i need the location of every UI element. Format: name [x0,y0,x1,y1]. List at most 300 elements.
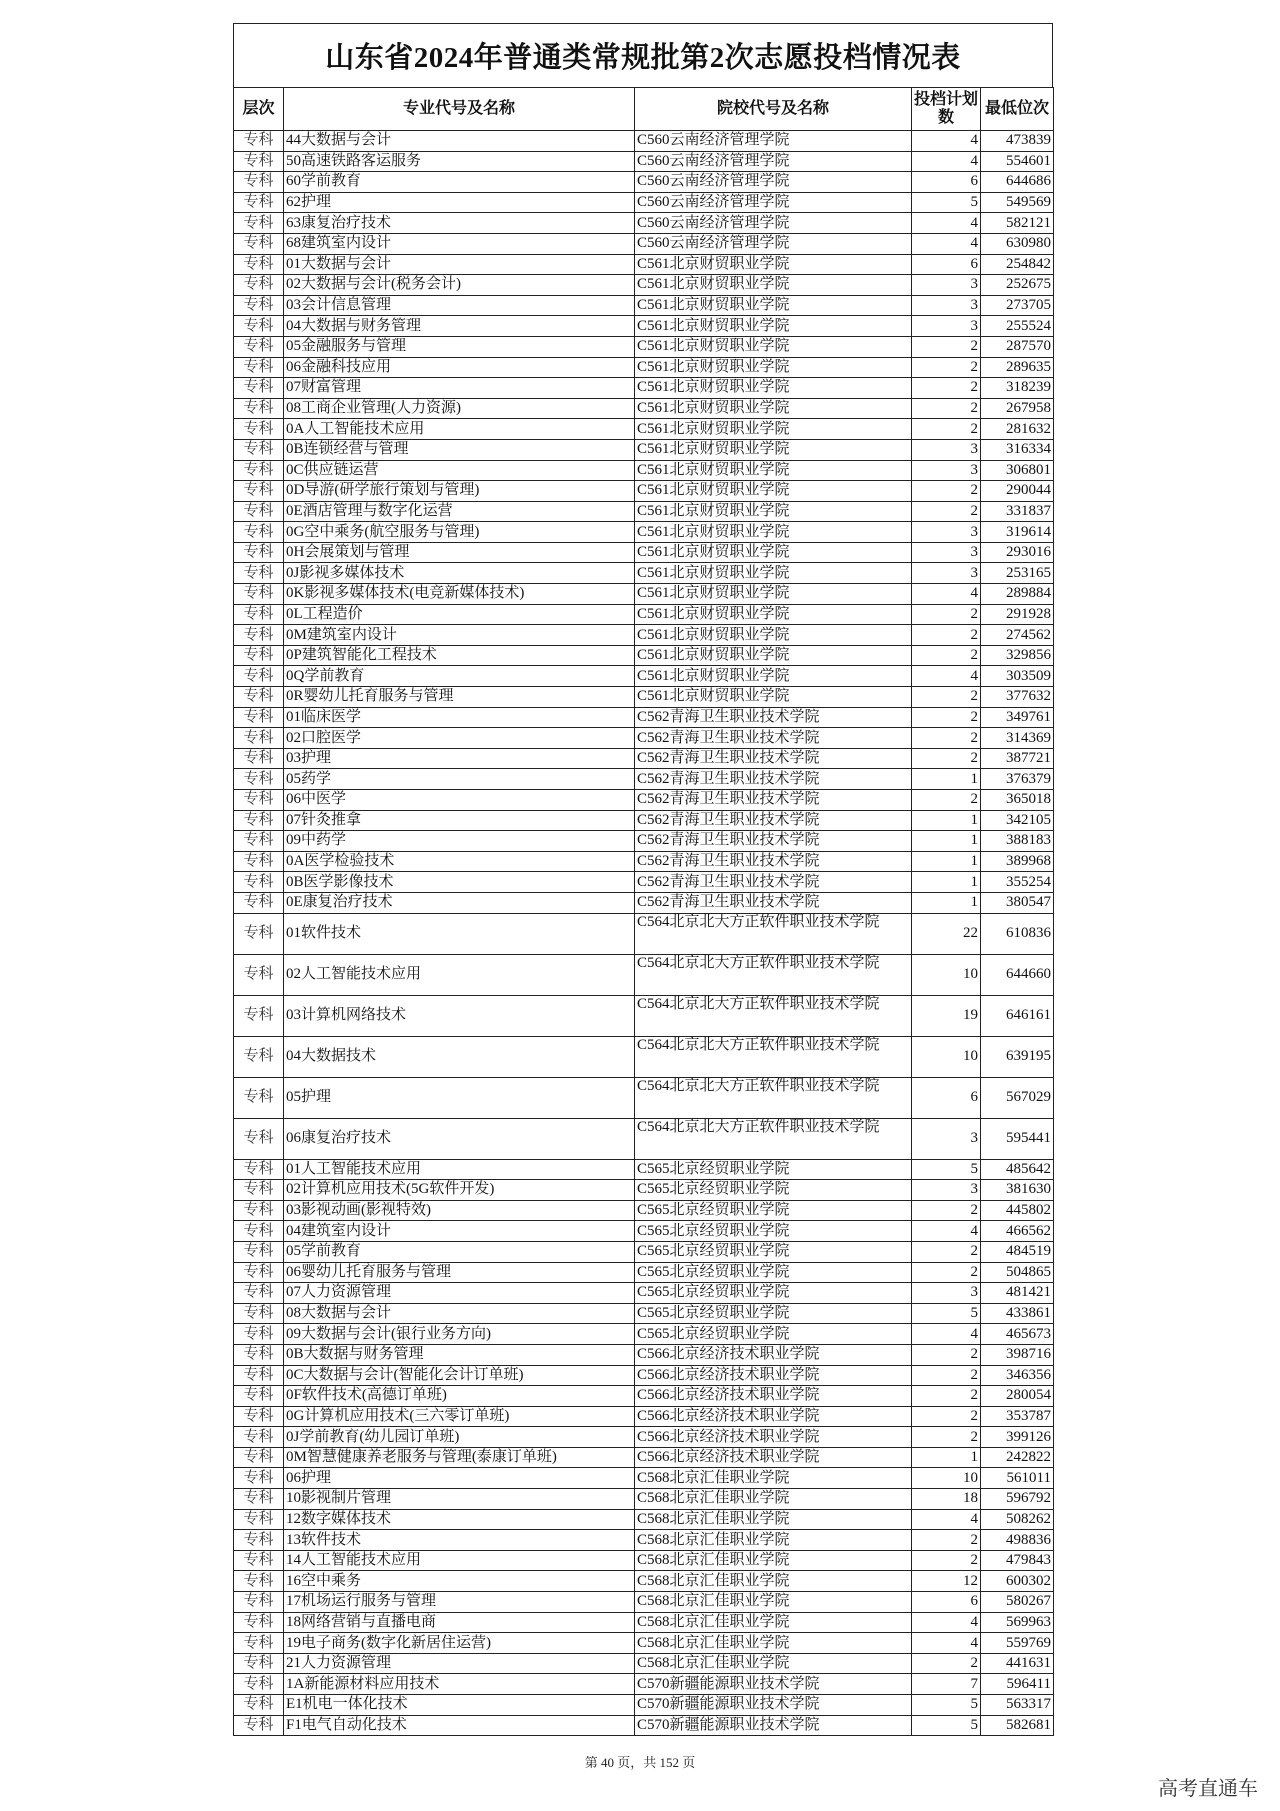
cell-level: 专科 [234,1262,284,1283]
cell-plan: 2 [912,1200,981,1221]
cell-plan: 3 [912,275,981,296]
cell-school: C561北京财贸职业学院 [635,378,912,399]
cell-major: 0J学前教育(幼儿园订单班) [284,1427,635,1448]
cell-level: 专科 [234,872,284,893]
cell-plan: 4 [912,233,981,254]
cell-min-rank: 329856 [981,645,1054,666]
cell-plan: 1 [912,892,981,913]
cell-level: 专科 [234,275,284,296]
cell-plan: 6 [912,254,981,275]
cell-min-rank: 290044 [981,481,1054,502]
cell-major: 44大数据与会计 [284,131,635,152]
cell-level: 专科 [234,213,284,234]
header-major: 专业代号及名称 [284,88,635,131]
cell-min-rank: 267958 [981,398,1054,419]
cell-plan: 2 [912,1262,981,1283]
cell-min-rank: 314369 [981,728,1054,749]
cell-plan: 2 [912,1241,981,1262]
cell-major: 1A新能源材料应用技术 [284,1674,635,1695]
cell-plan: 2 [912,687,981,708]
table-row [234,233,1054,254]
cell-school: C564北京北大方正软件职业技术学院 [635,1118,912,1159]
cell-school: C561北京财贸职业学院 [635,687,912,708]
cell-min-rank: 441631 [981,1653,1054,1674]
cell-major: 04建筑室内设计 [284,1221,635,1242]
cell-min-rank: 287570 [981,336,1054,357]
cell-plan: 3 [912,295,981,316]
cell-min-rank: 596792 [981,1489,1054,1510]
cell-level: 专科 [234,1571,284,1592]
cell-min-rank: 600302 [981,1571,1054,1592]
cell-level: 专科 [234,1283,284,1304]
cell-major: 02大数据与会计(税务会计) [284,275,635,296]
cell-min-rank: 387721 [981,748,1054,769]
cell-school: C568北京汇佳职业学院 [635,1550,912,1571]
cell-school: C561北京财贸职业学院 [635,481,912,502]
cell-school: C562青海卫生职业技术学院 [635,707,912,728]
cell-major: 0F软件技术(高德订单班) [284,1386,635,1407]
cell-major: 0C大数据与会计(智能化会计订单班) [284,1365,635,1386]
cell-major: 0E酒店管理与数字化运营 [284,501,635,522]
cell-major: 0E康复治疗技术 [284,892,635,913]
cell-min-rank: 580267 [981,1592,1054,1613]
cell-min-rank: 365018 [981,790,1054,811]
cell-min-rank: 252675 [981,275,1054,296]
cell-min-rank: 355254 [981,872,1054,893]
cell-major: 07财富管理 [284,378,635,399]
table-row [234,1386,1054,1407]
cell-school: C568北京汇佳职业学院 [635,1653,912,1674]
table-row [234,563,1054,584]
cell-major: 06中医学 [284,790,635,811]
cell-min-rank: 254842 [981,254,1054,275]
cell-min-rank: 306801 [981,460,1054,481]
cell-plan: 2 [912,357,981,378]
cell-school: C562青海卫生职业技术学院 [635,810,912,831]
cell-min-rank: 255524 [981,316,1054,337]
cell-major: 01临床医学 [284,707,635,728]
cell-major: 09大数据与会计(银行业务方向) [284,1324,635,1345]
cell-major: 05护理 [284,1077,635,1118]
table-row [234,1633,1054,1654]
cell-level: 专科 [234,1674,284,1695]
cell-major: 08大数据与会计 [284,1303,635,1324]
cell-major: 0Q学前教育 [284,666,635,687]
table-row [234,1036,1054,1077]
table-body [234,131,1054,1736]
cell-school: C561北京财贸职业学院 [635,542,912,563]
cell-min-rank: 484519 [981,1241,1054,1262]
cell-level: 专科 [234,645,284,666]
table-row [234,625,1054,646]
cell-plan: 10 [912,954,981,995]
cell-min-rank: 595441 [981,1118,1054,1159]
cell-level: 专科 [234,687,284,708]
cell-min-rank: 293016 [981,542,1054,563]
cell-min-rank: 508262 [981,1509,1054,1530]
cell-school: C566北京经济技术职业学院 [635,1344,912,1365]
cell-min-rank: 466562 [981,1221,1054,1242]
cell-level: 专科 [234,336,284,357]
cell-plan: 2 [912,481,981,502]
cell-level: 专科 [234,398,284,419]
cell-level: 专科 [234,1036,284,1077]
cell-plan: 2 [912,1653,981,1674]
cell-plan: 3 [912,563,981,584]
cell-plan: 4 [912,1633,981,1654]
cell-level: 专科 [234,295,284,316]
table-row [234,872,1054,893]
table-row [234,501,1054,522]
cell-plan: 1 [912,769,981,790]
cell-min-rank: 377632 [981,687,1054,708]
table-row [234,192,1054,213]
cell-min-rank: 481421 [981,1283,1054,1304]
cell-level: 专科 [234,1509,284,1530]
cell-min-rank: 273705 [981,295,1054,316]
cell-level: 专科 [234,1324,284,1345]
cell-level: 专科 [234,1695,284,1716]
cell-major: 14人工智能技术应用 [284,1550,635,1571]
cell-school: C561北京财贸职业学院 [635,460,912,481]
watermark: 高考直通车 [1158,1776,1258,1800]
table-row [234,1180,1054,1201]
cell-major: 01软件技术 [284,913,635,954]
table-row [234,1344,1054,1365]
cell-level: 专科 [234,254,284,275]
cell-major: 0L工程造价 [284,604,635,625]
cell-school: C564北京北大方正软件职业技术学院 [635,954,912,995]
cell-school: C561北京财贸职业学院 [635,357,912,378]
table-row [234,172,1054,193]
table-row [234,995,1054,1036]
cell-school: C562青海卫生职业技术学院 [635,769,912,790]
table-row [234,584,1054,605]
cell-major: 0M智慧健康养老服务与管理(泰康订单班) [284,1447,635,1468]
cell-plan: 2 [912,625,981,646]
cell-plan: 3 [912,316,981,337]
cell-level: 专科 [234,1489,284,1510]
cell-min-rank: 242822 [981,1447,1054,1468]
cell-plan: 1 [912,831,981,852]
cell-level: 专科 [234,748,284,769]
cell-plan: 10 [912,1468,981,1489]
cell-level: 专科 [234,1550,284,1571]
table-row [234,1674,1054,1695]
cell-plan: 5 [912,192,981,213]
table-row [234,748,1054,769]
cell-plan: 3 [912,1180,981,1201]
cell-school: C561北京财贸职业学院 [635,419,912,440]
table-row [234,1283,1054,1304]
cell-major: 62护理 [284,192,635,213]
cell-level: 专科 [234,1612,284,1633]
cell-school: C566北京经济技术职业学院 [635,1427,912,1448]
cell-major: 50高速铁路客运服务 [284,151,635,172]
table-row [234,295,1054,316]
cell-min-rank: 639195 [981,1036,1054,1077]
cell-level: 专科 [234,439,284,460]
cell-major: 12数字媒体技术 [284,1509,635,1530]
cell-school: C561北京财贸职业学院 [635,625,912,646]
cell-level: 专科 [234,707,284,728]
cell-school: C561北京财贸职业学院 [635,563,912,584]
table-title: 山东省2024年普通类常规批第2次志愿投档情况表 [233,23,1053,87]
table-row [234,1571,1054,1592]
cell-school: C561北京财贸职业学院 [635,501,912,522]
cell-school: C565北京经贸职业学院 [635,1262,912,1283]
table-row [234,1653,1054,1674]
cell-plan: 3 [912,1283,981,1304]
table-row [234,419,1054,440]
cell-school: C562青海卫生职业技术学院 [635,892,912,913]
cell-school: C560云南经济管理学院 [635,172,912,193]
cell-min-rank: 563317 [981,1695,1054,1716]
cell-plan: 4 [912,131,981,152]
cell-major: 07人力资源管理 [284,1283,635,1304]
table-row [234,1406,1054,1427]
table-row [234,1695,1054,1716]
header-level: 层次 [234,88,284,131]
table-row [234,1592,1054,1613]
cell-level: 专科 [234,1468,284,1489]
cell-min-rank: 291928 [981,604,1054,625]
cell-level: 专科 [234,542,284,563]
cell-min-rank: 318239 [981,378,1054,399]
cell-plan: 2 [912,1530,981,1551]
cell-min-rank: 280054 [981,1386,1054,1407]
table-row [234,1221,1054,1242]
cell-level: 专科 [234,810,284,831]
cell-plan: 1 [912,810,981,831]
cell-school: C560云南经济管理学院 [635,213,912,234]
cell-plan: 6 [912,172,981,193]
cell-plan: 1 [912,851,981,872]
cell-level: 专科 [234,1221,284,1242]
cell-level: 专科 [234,1530,284,1551]
cell-level: 专科 [234,357,284,378]
cell-major: 0P建筑智能化工程技术 [284,645,635,666]
cell-plan: 18 [912,1489,981,1510]
cell-school: C570新疆能源职业技术学院 [635,1715,912,1736]
cell-plan: 1 [912,1447,981,1468]
cell-level: 专科 [234,666,284,687]
cell-plan: 22 [912,913,981,954]
table-row [234,254,1054,275]
cell-major: 01大数据与会计 [284,254,635,275]
table-row [234,1159,1054,1180]
cell-level: 专科 [234,1344,284,1365]
cell-level: 专科 [234,1447,284,1468]
cell-plan: 5 [912,1159,981,1180]
cell-level: 专科 [234,316,284,337]
cell-major: 06护理 [284,1468,635,1489]
table-row [234,542,1054,563]
table-row [234,1077,1054,1118]
cell-min-rank: 316334 [981,439,1054,460]
cell-school: C566北京经济技术职业学院 [635,1406,912,1427]
cell-level: 专科 [234,1406,284,1427]
cell-plan: 5 [912,1695,981,1716]
cell-major: 04大数据技术 [284,1036,635,1077]
table-row [234,1200,1054,1221]
cell-level: 专科 [234,1159,284,1180]
cell-school: C565北京经贸职业学院 [635,1180,912,1201]
cell-major: 13软件技术 [284,1530,635,1551]
cell-level: 专科 [234,501,284,522]
cell-school: C561北京财贸职业学院 [635,604,912,625]
cell-school: C561北京财贸职业学院 [635,666,912,687]
cell-school: C561北京财贸职业学院 [635,275,912,296]
cell-level: 专科 [234,1653,284,1674]
cell-plan: 2 [912,1386,981,1407]
cell-min-rank: 596411 [981,1674,1054,1695]
cell-plan: 3 [912,460,981,481]
cell-major: 06康复治疗技术 [284,1118,635,1159]
cell-plan: 2 [912,728,981,749]
cell-major: 01人工智能技术应用 [284,1159,635,1180]
table-row [234,1303,1054,1324]
cell-min-rank: 610836 [981,913,1054,954]
cell-min-rank: 274562 [981,625,1054,646]
cell-plan: 4 [912,1324,981,1345]
cell-level: 专科 [234,522,284,543]
cell-min-rank: 498836 [981,1530,1054,1551]
table-row [234,790,1054,811]
cell-major: 03计算机网络技术 [284,995,635,1036]
cell-level: 专科 [234,563,284,584]
table-row [234,1468,1054,1489]
cell-major: 08工商企业管理(人力资源) [284,398,635,419]
cell-min-rank: 342105 [981,810,1054,831]
table-row [234,1427,1054,1448]
cell-plan: 6 [912,1592,981,1613]
cell-school: C561北京财贸职业学院 [635,254,912,275]
cell-school: C562青海卫生职业技术学院 [635,872,912,893]
cell-major: 0C供应链运营 [284,460,635,481]
cell-min-rank: 646161 [981,995,1054,1036]
cell-level: 专科 [234,584,284,605]
cell-level: 专科 [234,995,284,1036]
cell-min-rank: 289635 [981,357,1054,378]
cell-school: C560云南经济管理学院 [635,131,912,152]
cell-level: 专科 [234,892,284,913]
cell-school: C568北京汇佳职业学院 [635,1592,912,1613]
cell-school: C570新疆能源职业技术学院 [635,1674,912,1695]
cell-school: C560云南经济管理学院 [635,192,912,213]
table-row [234,1530,1054,1551]
cell-min-rank: 319614 [981,522,1054,543]
cell-plan: 2 [912,707,981,728]
cell-min-rank: 567029 [981,1077,1054,1118]
cell-major: 0A人工智能技术应用 [284,419,635,440]
cell-min-rank: 554601 [981,151,1054,172]
admission-table-sheet [233,23,1053,1736]
cell-plan: 2 [912,604,981,625]
cell-plan: 4 [912,1221,981,1242]
cell-plan: 2 [912,1427,981,1448]
cell-level: 专科 [234,481,284,502]
cell-major: 0B连锁经营与管理 [284,439,635,460]
cell-min-rank: 504865 [981,1262,1054,1283]
admission-table [233,87,1054,1736]
table-row [234,913,1054,954]
cell-major: 16空中乘务 [284,1571,635,1592]
table-row [234,1118,1054,1159]
cell-school: C568北京汇佳职业学院 [635,1468,912,1489]
cell-major: 06金融科技应用 [284,357,635,378]
cell-plan: 5 [912,1303,981,1324]
header-plan: 投档计划数 [912,88,981,131]
cell-min-rank: 549569 [981,192,1054,213]
cell-level: 专科 [234,1200,284,1221]
cell-school: C561北京财贸职业学院 [635,336,912,357]
header-min-rank: 最低位次 [981,88,1054,131]
cell-level: 专科 [234,378,284,399]
cell-major: 0B医学影像技术 [284,872,635,893]
cell-min-rank: 479843 [981,1550,1054,1571]
cell-major: 02人工智能技术应用 [284,954,635,995]
cell-level: 专科 [234,233,284,254]
cell-level: 专科 [234,769,284,790]
cell-school: C566北京经济技术职业学院 [635,1447,912,1468]
cell-min-rank: 253165 [981,563,1054,584]
table-row [234,1324,1054,1345]
cell-school: C565北京经贸职业学院 [635,1159,912,1180]
cell-major: 03护理 [284,748,635,769]
cell-major: 21人力资源管理 [284,1653,635,1674]
table-row [234,1241,1054,1262]
cell-plan: 3 [912,1118,981,1159]
cell-min-rank: 376379 [981,769,1054,790]
cell-major: 0M建筑室内设计 [284,625,635,646]
cell-school: C570新疆能源职业技术学院 [635,1695,912,1716]
cell-min-rank: 569963 [981,1612,1054,1633]
cell-min-rank: 582121 [981,213,1054,234]
cell-plan: 6 [912,1077,981,1118]
cell-min-rank: 433861 [981,1303,1054,1324]
cell-school: C566北京经济技术职业学院 [635,1365,912,1386]
cell-level: 专科 [234,1180,284,1201]
cell-min-rank: 473839 [981,131,1054,152]
cell-min-rank: 303509 [981,666,1054,687]
cell-school: C565北京经贸职业学院 [635,1221,912,1242]
cell-level: 专科 [234,131,284,152]
cell-min-rank: 399126 [981,1427,1054,1448]
cell-major: 10影视制片管理 [284,1489,635,1510]
cell-plan: 4 [912,151,981,172]
cell-major: 03会计信息管理 [284,295,635,316]
cell-school: C568北京汇佳职业学院 [635,1633,912,1654]
cell-plan: 3 [912,522,981,543]
cell-school: C565北京经贸职业学院 [635,1241,912,1262]
cell-major: 0G计算机应用技术(三六零订单班) [284,1406,635,1427]
cell-major: 02口腔医学 [284,728,635,749]
cell-major: 0B大数据与财务管理 [284,1344,635,1365]
header-school: 院校代号及名称 [635,88,912,131]
cell-plan: 2 [912,398,981,419]
cell-level: 专科 [234,831,284,852]
cell-plan: 4 [912,584,981,605]
cell-school: C562青海卫生职业技术学院 [635,728,912,749]
table-row [234,460,1054,481]
cell-major: 0G空中乘务(航空服务与管理) [284,522,635,543]
table-row [234,954,1054,995]
cell-major: 0D导游(研学旅行策划与管理) [284,481,635,502]
cell-level: 专科 [234,172,284,193]
cell-level: 专科 [234,460,284,481]
cell-plan: 4 [912,666,981,687]
